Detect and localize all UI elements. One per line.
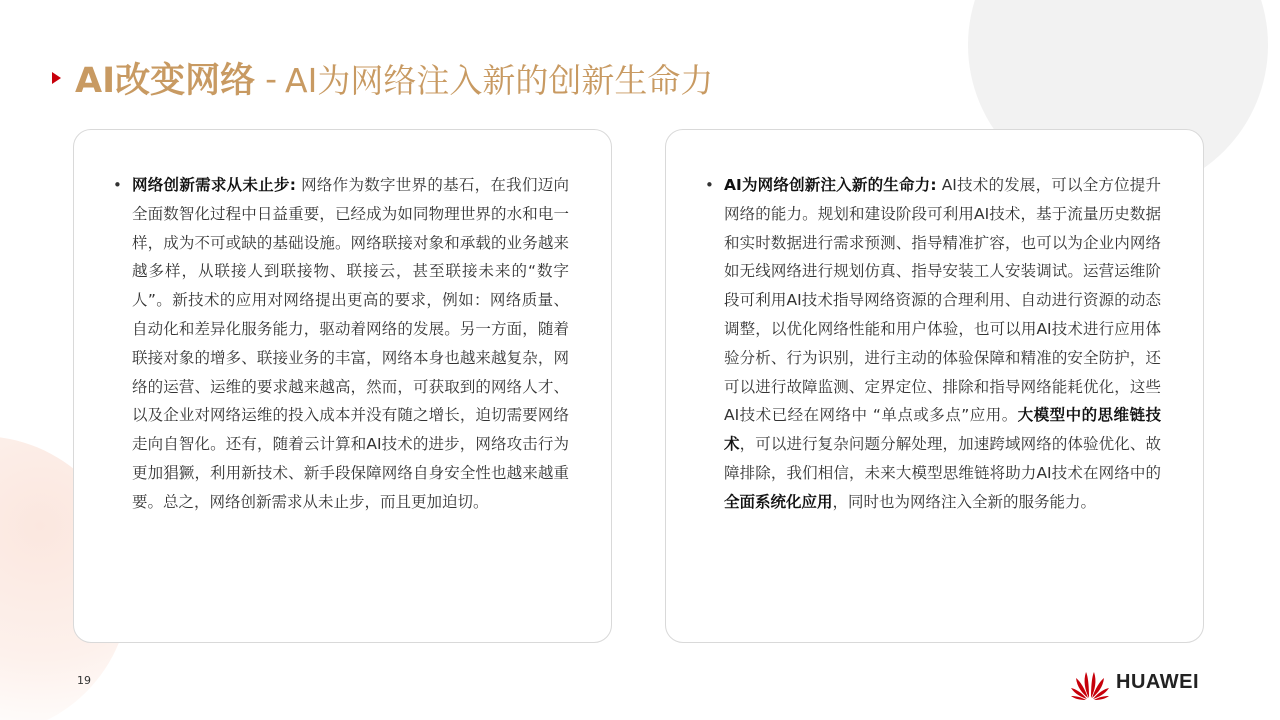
content-card-left: [73, 129, 612, 643]
paragraph-lead: 网络创新需求从未止步:: [132, 176, 296, 194]
paragraph-emphasis: 全面系统化应用: [724, 492, 833, 511]
page-number: 19: [77, 674, 91, 687]
card-paragraph: [705, 171, 1161, 517]
content-card-right: [665, 129, 1204, 643]
paragraph-lead: AI为网络创新注入新的生命力:: [724, 176, 937, 194]
brand-name: HUAWEI: [1116, 670, 1199, 693]
paragraph-body: ，可以进行复杂问题分解处理，加速跨域网络的体验优化、故障排除，我们相信，未来大模型思维链将助力AI技术在网络中的: [724, 435, 1161, 482]
title-subtitle: AI为网络注入新的创新生命力: [285, 60, 714, 100]
paragraph-body: ，同时也为网络注入全新的服务能力。: [832, 492, 1097, 511]
paragraph-body: AI技术的发展，可以全方位提升网络的能力。规划和建设阶段可利用AI技术，基于流量历史数据和实时数据进行需求预测、指导精准扩容，也可以为企业内网络如无线网络进行规划仿真、指导安装工人安装调试。运营运维阶段可利用AI技术指导网络资源的合理利用、自动进行资源的动态调整，以优化网络性能和用户体验，也可以用AI技术进行应用体验分析、行为识别，进行主动的体验保障和精准的安全防护，还可以进行故障监测、定界定位、排除和指导网络能耗优化，这些AI技术已经在网络中 “单点或多点”应用。: [724, 176, 1161, 425]
huawei-logo: [1070, 664, 1199, 700]
page-title: [52, 54, 713, 102]
title-main: AI改变网络: [75, 61, 256, 101]
title-separator: -: [265, 58, 278, 98]
paragraph-body: 网络作为数字世界的基石，在我们迈向全面数智化过程中日益重要，已经成为如同物理世界的水和电一样，成为不可或缺的基础设施。网络联接对象和承载的业务越来越多样，从联接人到联接物、联接云，甚至联接未来的“数字人”。新技术的应用对网络提出更高的要求，例如：网络质量、自动化和差异化服务能力，驱动着网络的发展。另一方面，随着联接对象的增多、联接业务的丰富，网络本身也越来越复杂，网络的运营、运维的要求越来越高，然而，可获取到的网络人才、以及企业对网络运维的投入成本并没有随之增长，迫切需要网络走向自智化。还有，随着云计算和AI技术的进步，网络攻击行为更加猖獗，利用新技术、新手段保障网络自身安全性也越来越重要。总之，网络创新需求从未止步，而且更加迫切。: [132, 176, 569, 511]
card-paragraph: [113, 171, 569, 517]
paragraph-emphasis: 大模型中的思维链技术: [724, 406, 1161, 454]
title-marker-icon: [52, 72, 61, 84]
bullet-icon: •: [113, 176, 122, 194]
bullet-icon: •: [705, 176, 714, 194]
huawei-petal-icon: [1070, 664, 1110, 700]
